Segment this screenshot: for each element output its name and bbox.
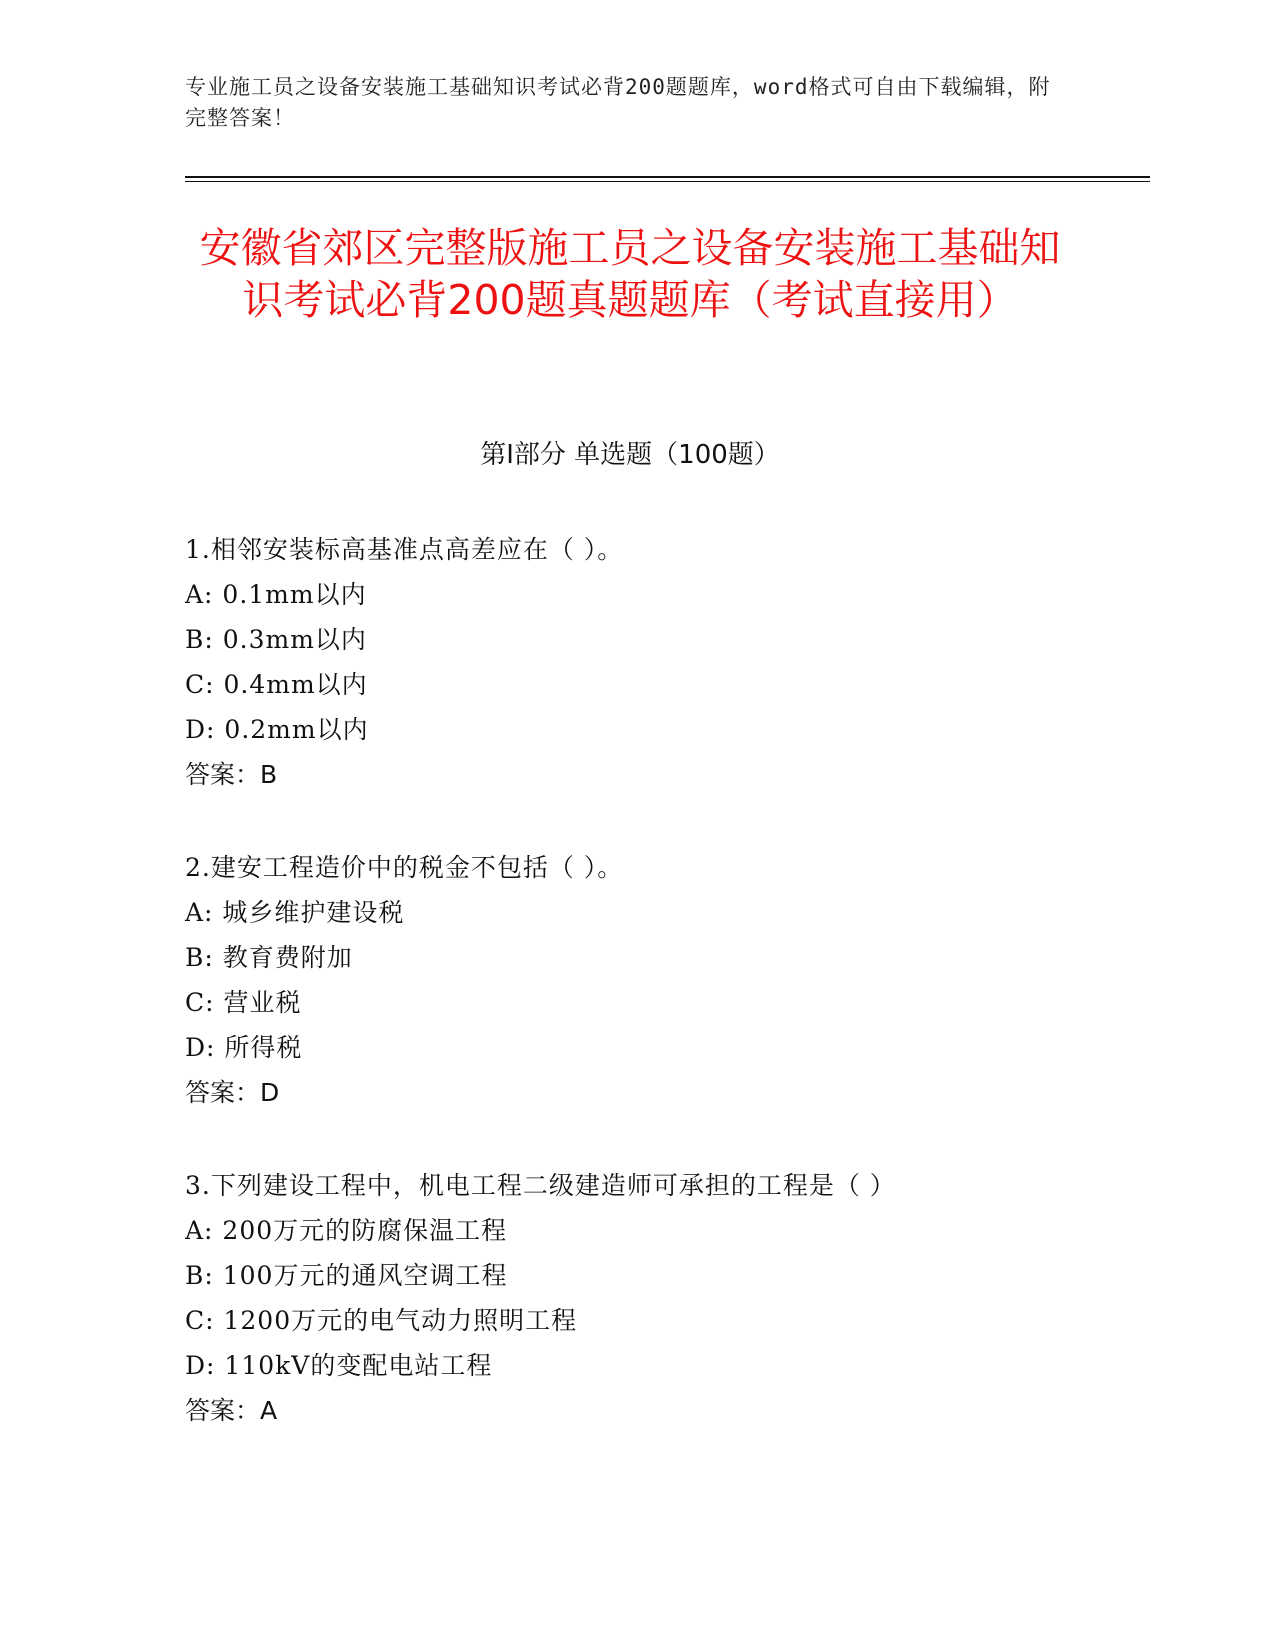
option-c: C: 0.4mm以内 — [185, 670, 368, 699]
question-stem: 2.建安工程造价中的税金不包括（ ）。 — [185, 853, 624, 882]
answer-line: 答案：D — [185, 1078, 280, 1107]
option-a: A: 0.1mm以内 — [185, 580, 367, 609]
header-rule-thin — [185, 181, 1150, 182]
question-block — [185, 1163, 1085, 1433]
option-d: D: 0.2mm以内 — [185, 715, 369, 744]
question-stem: 1.相邻安装标高基准点高差应在（ ）。 — [185, 535, 624, 564]
document-title: 安徽省郊区完整版施工员之设备安装施工基础知识考试必背200题真题题库（考试直接用） — [199, 224, 1061, 324]
question-block — [185, 527, 1085, 797]
option-a: A: 200万元的防腐保温工程 — [185, 1216, 508, 1245]
option-d: D: 110kV的变配电站工程 — [185, 1351, 493, 1380]
option-c: C: 1200万元的电气动力照明工程 — [185, 1306, 578, 1335]
question-block — [185, 845, 1085, 1115]
answer-line: 答案：B — [185, 760, 278, 789]
section-heading: 第I部分 单选题（100题） — [480, 440, 780, 470]
option-d: D: 所得税 — [185, 1033, 303, 1062]
option-b: B: 教育费附加 — [185, 943, 353, 972]
option-b: B: 0.3mm以内 — [185, 625, 367, 654]
question-stem: 3.下列建设工程中，机电工程二级建造师可承担的工程是（ ） — [185, 1171, 896, 1200]
header-rule-thick — [185, 176, 1150, 178]
option-a: A: 城乡维护建设税 — [185, 898, 405, 927]
option-c: C: 营业税 — [185, 988, 302, 1017]
option-b: B: 100万元的通风空调工程 — [185, 1261, 508, 1290]
header-note: 专业施工员之设备安装施工基础知识考试必背200题题库，word格式可自由下载编辑，附完整答案！ — [185, 75, 1051, 130]
answer-line: 答案：A — [185, 1396, 278, 1425]
